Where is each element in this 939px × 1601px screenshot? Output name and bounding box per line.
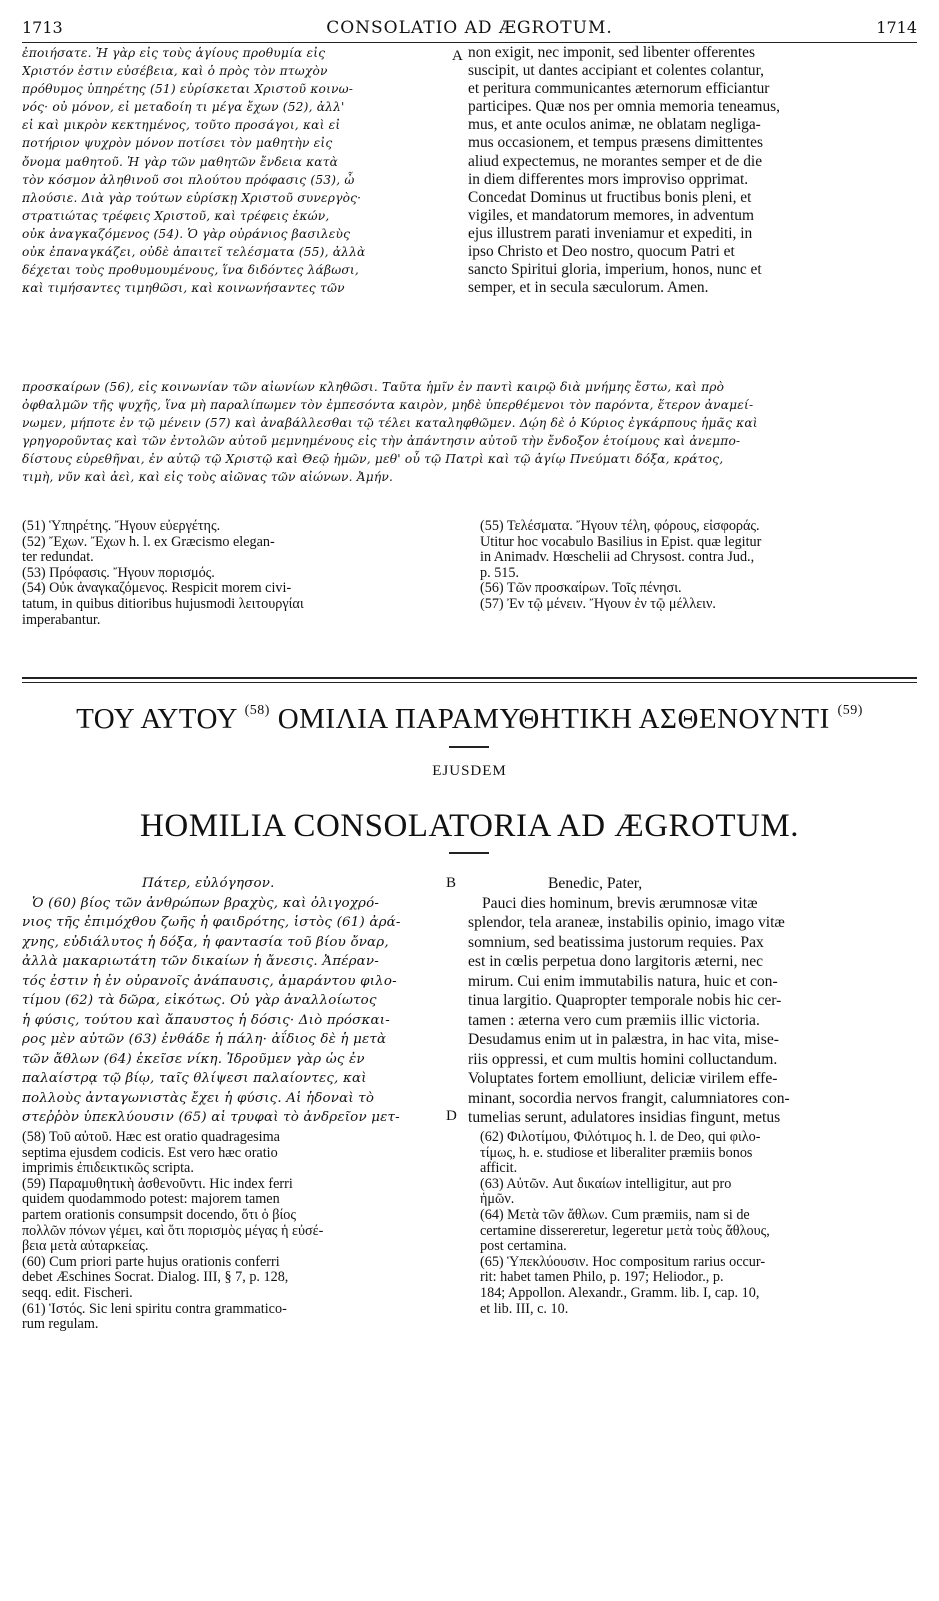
text-line: et lib. III, c. 10. <box>480 1301 569 1317</box>
text-line: vigiles, et mandatorum memores, in adventum <box>468 206 754 224</box>
text-line: 184; Appollon. Alexandr., Gramm. lib. I, cap. 10, <box>480 1285 760 1301</box>
text-line: ejus illustrem parati inveniamur et expediti, in <box>468 224 753 242</box>
text-line: ἡμῶν. <box>480 1192 515 1208</box>
text-line: mus, et ante oculos animæ, ne oblatam negliga- <box>468 116 761 134</box>
text-line: (54) Οὐκ ἀναγκαζόμενος. Respicit morem civi- <box>22 581 292 597</box>
top-footnotes-right <box>480 519 920 613</box>
text-line: τῶν ἄθλων (64) ἐκεῖσε νίκη. Ἱδροῦμεν γὰρ ὡς ἐν <box>22 1051 365 1067</box>
top-greek-column <box>22 44 462 297</box>
text-line: post certamina. <box>480 1239 567 1255</box>
text-line: Pauci dies hominum, brevis ærumnosæ vitæ <box>482 894 758 912</box>
text-line: ἀλλὰ μακαριωτάτη τῶν δικαίων ἡ ἄνεσις. Ἀπέραν- <box>22 954 379 969</box>
homily-greek-title: ΤΟΥ ΑΥΤΟΥ $^{(58)}$ ΟΜΙΛΙΑ ΠΑΡΑΜΥΘΗΤΙΚΗ ΑΣΘΕΝΟΥΝΤΙ $^{(59)}$ <box>76 703 863 735</box>
text-line: sancto Spiritui gloria, imperium, honos, nunc et <box>468 261 762 279</box>
text-line: mirum. Cui enim immutabilis natura, huic et con- <box>468 972 778 990</box>
text-line: πλούσιε. Διὰ γὰρ τούτων εὑρίσκῃ Χριστοῦ συνεργὸς· <box>22 190 362 205</box>
title-short-rule-1 <box>449 746 489 748</box>
text-line: προσκαίρων (56), εἰς κοινωνίαν τῶν αἰωνίων κληθῶσι. Ταῦτα ἡμῖν ἐν παντὶ καιρῷ διὰ μνήμης ἔστω, καὶ πρὸ <box>22 380 725 394</box>
header-rule <box>22 42 917 43</box>
text-line: minant, socordia nervos frangit, calumniatores con- <box>468 1089 790 1107</box>
top-greek-fullwidth <box>22 378 922 487</box>
text-line: Voluptates fortem emolliunt, deliciæ virilem effe- <box>468 1070 778 1087</box>
text-line: riis oppressi, et cum multis homini colluctandum. <box>468 1050 778 1068</box>
text-line: imperabantur. <box>22 612 101 628</box>
text-line: νιος τῆς ἐπιμόχθου ζωῆς ἡ φαιδρότης, ἱστὸς (61) ἀρά- <box>22 915 401 930</box>
text-line: (65) Ὑπεκλύουσιν. Hoc compositum rarius occur- <box>480 1254 766 1270</box>
text-line: νωμεν, μήποτε ἐν τῷ μένειν (57) καὶ ἀναβάλλεσθαι τῷ τέλει καταληφθῶμεν. Δῴη δὲ ὁ Κύριος ἐγκάρπους ἡμᾶς καὶ <box>22 416 758 431</box>
text-line: στρατιώτας τρέφεις Χριστοῦ, καὶ τρέφεις ἑκών, <box>22 208 330 223</box>
text-line: (63) Αὐτῶν. Aut δικαίων intelligitur, aut pro <box>480 1176 732 1192</box>
text-line: aliud expectemus, ne morantes semper et de die <box>468 152 763 170</box>
text-line: οὐκ ἐπαναγκάζει, οὐδὲ ἀπαιτεῖ τελέσματα (55), ἀλλὰ <box>22 245 366 260</box>
text-line: εἰ καὶ μικρὸν κεκτημένος, τοῦτο προσάγοι, καὶ εἰ <box>22 118 341 133</box>
text-line: ὀφθαλμῶν τῆς ψυχῆς, ἵνα μὴ παραλίπωμεν τὸν ἐμπεσόντα καιρὸν, μηδὲ ὑπερθέμενοι τὸν παρόντα, ἕτερον ἀναμεί- <box>22 398 754 413</box>
text-line: (55) Τελέσματα. Ἤγουν τέλη, φόρους, εἰσφοράς. <box>480 519 760 534</box>
text-line: debet Æschines Socrat. Dialog. III, § 7, p. 128, <box>22 1270 289 1286</box>
text-line: (64) Μετὰ τῶν ἄθλων. Cum præmiis, nam si de <box>480 1207 750 1223</box>
text-line: βεια μετὰ αὐταρκείας. <box>22 1239 149 1255</box>
text-line: Ὁ (60) βίος τῶν ἀνθρώπων βραχὺς, καὶ ὀλιγοχρό- <box>32 895 380 911</box>
body-footnotes-right <box>480 1130 920 1317</box>
text-line: certamine dissereretur, legeretur μετὰ τοὺς ἄθλους, <box>480 1223 770 1239</box>
text-line: ipso Christo et Deo nostro, quocum Patri et <box>468 243 735 261</box>
top-footnotes-left <box>22 519 467 628</box>
text-line: somnium, sed beatissima justorum requies. Pax <box>468 933 764 951</box>
text-line: (56) Τῶν προσκαίρων. Τοῖς πένησι. <box>480 581 682 597</box>
text-line: mus occasionem, et tempus præsens dimittentes <box>468 134 763 152</box>
body-latin-column <box>468 874 918 1128</box>
text-line: (57) Ἐν τῷ μένειν. Ἤγουν ἐν τῷ μέλλειν. <box>480 596 716 612</box>
text-line: τός ἐστιν ἡ ἐν οὐρανοῖς ἀνάπαυσις, ἀμαράντου φιλο- <box>22 973 397 989</box>
text-line: ἐποιήσατε. Ἡ γὰρ εἰς τοὺς ἁγίους προθυμία εἰς <box>22 46 326 60</box>
title-short-rule-2 <box>449 852 489 854</box>
text-line: (61) Ἱστός. Sic leni spiritu contra grammatico- <box>22 1301 287 1317</box>
text-line: δίστους εὑρεθῆναι, ἐν αὐτῷ τῷ Χριστῷ καὶ Θεῷ ἡμῶν, μεθ' οὗ τῷ Πατρὶ καὶ τῷ ἁγίῳ Πνεύματι δόξα, κράτος, <box>22 452 724 467</box>
text-line: tinua largitio. Quapropter temporale nobis hic cer- <box>468 992 782 1009</box>
running-header <box>22 18 917 40</box>
text-line: τίμου (62) τὰ δῶρα, εἰκότως. Οὐ γὰρ ἀναλλοίωτος <box>22 993 377 1008</box>
body-greek-column <box>22 874 452 1128</box>
running-title: CONSOLATIO AD ÆGROTUM. <box>326 18 613 38</box>
text-line: partem orationis consumpsit docendo, ὅτι ὁ βίος <box>22 1207 297 1223</box>
text-line: τιμὴ, νῦν καὶ ἀεὶ, καὶ εἰς τοὺς αἰῶνας τῶν αἰώνων. Ἀμήν. <box>22 470 394 485</box>
text-line: rit: habet tamen Philo, p. 197; Heliodor., p. <box>480 1270 724 1286</box>
text-line: παλαίστρᾳ τῷ βίῳ, ταῖς θλίψεσι παλαίοντες, καὶ <box>22 1071 367 1086</box>
text-line: ποτήριον ψυχρὸν μόνον ποτίσει τὸν μαθητὴν εἰς <box>22 136 333 151</box>
text-line: non exigit, nec imponit, sed libenter offerentes <box>468 44 755 61</box>
text-line: seqq. edit. Fischeri. <box>22 1285 133 1301</box>
text-line: p. 515. <box>480 565 520 581</box>
text-line: ἡ φύσις, τούτου καὶ ἄπαυστος ἡ δόσις· Διὸ πρόσκαι- <box>22 1012 390 1028</box>
text-line: χνης, εὐδιάλυτος ἡ δόξα, ἡ φαντασία τοῦ βίου ὄναρ, <box>22 934 389 950</box>
text-line: (62) Φιλοτίμου, Φιλότιμος h. l. de Deo, qui φιλο- <box>480 1130 761 1145</box>
text-line: Benedic, Pater, <box>548 875 643 892</box>
text-line: afficit. <box>480 1161 518 1177</box>
text-line: imprimis ἐπιδεικτικῶς scripta. <box>22 1161 194 1177</box>
text-line: (59) Παραμυθητικὴ ἀσθενοῦντι. Hic index ferri <box>22 1176 293 1192</box>
text-line: τὸν κόσμον ἀληθινοῦ σοι πλούτου πρόφασις (53), ὦ <box>22 172 355 187</box>
ejusdem-label: EJUSDEM <box>432 763 507 779</box>
margin-letter-d: D <box>446 1108 457 1124</box>
text-line: in Animadv. Hœschelii ad Chrysost. contra Jud., <box>480 550 755 566</box>
margin-letter-a: A <box>452 48 463 64</box>
text-line: suscipit, ut dantes accipiant et colentes colantur, <box>468 62 764 80</box>
section-rule-thick <box>22 677 917 679</box>
text-line: (52) Ἔχων. Ἔχων h. l. ex Græcismo elegan- <box>22 534 275 550</box>
text-line: γρηγοροῦντας καὶ τῶν ἐντολῶν αὐτοῦ μεμνημένους εἰς τὴν ἀπάντησιν αὐτοῦ τὴν ἔνδοξον ἑτοίμους καὶ ἀνεμπο- <box>22 434 741 449</box>
text-line: quidem quodammodo potest: majorem tamen <box>22 1192 280 1208</box>
section-rule-thin <box>22 682 917 683</box>
text-line: Desudamus enim ut in palæstra, in hac vita, mise- <box>468 1031 779 1048</box>
text-line: (58) Τοῦ αὐτοῦ. Hæc est oratio quadragesima <box>22 1130 280 1145</box>
text-line: Concedat Dominus ut fructibus bonis pleni, et <box>468 188 752 206</box>
text-line: (60) Cum priori parte hujus orationis conferri <box>22 1254 280 1270</box>
top-latin-column <box>468 44 918 297</box>
text-line: δέχεται τοὺς προθυμουμένους, ἵνα διδόντες λάβωσι, <box>22 263 359 278</box>
text-line: rum regulam. <box>22 1317 99 1333</box>
text-line: ὄνομα μαθητοῦ. Ἡ γὰρ τῶν μαθητῶν ἔνδεια κατὰ <box>22 154 339 169</box>
text-line: tumelias serunt, adulatores insidias fingunt, metus <box>468 1109 781 1126</box>
page-number-left: 1713 <box>22 18 63 37</box>
text-line: ter redundat. <box>22 550 94 566</box>
page-number-right: 1714 <box>876 18 917 37</box>
text-line: septima ejusdem codicis. Est vero hæc oratio <box>22 1145 278 1161</box>
text-line: τίμως, h. e. studiose et liberaliter præmiis bonos <box>480 1145 753 1161</box>
text-line: ρος μὲν αὐτῶν (63) ἐνθάδε ἡ πάλη· ἀΐδιος δὲ ἡ μετὰ <box>22 1032 387 1047</box>
text-line: Πάτερ, εὐλόγησον. <box>142 876 275 891</box>
text-line: Χριστόν ἐστιν εὐσέβεια, καὶ ὁ πρὸς τὸν πτωχὸν <box>22 64 328 79</box>
text-line: Utitur hoc vocabulo Basilius in Epist. quæ legitur <box>480 534 762 550</box>
text-line: καὶ τιμήσαντες τιμηθῶσι, καὶ κοινωνήσαντες τῶν <box>22 281 345 296</box>
homily-latin-title: HOMILIA CONSOLATORIA AD ÆGROTUM. <box>140 808 799 844</box>
text-line: (53) Πρόφασις. Ἤγουν πορισμός. <box>22 565 215 581</box>
text-line: splendor, tela araneæ, instabilis opinio, imago vitæ <box>468 914 785 931</box>
text-line: in diem differentes mors improviso opprimat. <box>468 170 749 188</box>
text-line: tatum, in quibus ditioribus hujusmodi λειτουργίαι <box>22 596 304 612</box>
body-footnotes-left <box>22 1130 467 1333</box>
text-line: participes. Quæ nos per omnia memoria teneamus, <box>468 98 781 116</box>
text-line: et peritura communicantes æternorum efficiantur <box>468 80 770 98</box>
text-line: πρόθυμος ὑπηρέτης (51) εὑρίσκεται Χριστοῦ κοινω- <box>22 82 354 97</box>
text-line: πολλῶν πόνων γέμει, καὶ ὅτι πορισμὸς μέγας ἡ εὐσέ- <box>22 1223 324 1239</box>
text-line: (51) Ὑπηρέτης. Ἤγουν εὐεργέτης. <box>22 519 221 534</box>
text-line: πολλοὺς ἀνταγωνιστὰς ἔχει ἡ φύσις. Αἱ ἡδοναὶ τὸ <box>22 1090 375 1106</box>
text-line: στεῤῥὸν ὑπεκλύουσιν (65) αἱ τρυφαὶ τὸ ἀνδρεῖον μετ- <box>22 1110 400 1125</box>
text-line: est in cœlis perpetua dono largitoris æterni, nec <box>468 953 764 970</box>
text-line: semper, et in secula sæculorum. Amen. <box>468 279 709 297</box>
margin-letter-b: B <box>446 875 457 891</box>
text-line: tamen : æterna vero cum præmiis illic victoria. <box>468 1011 760 1029</box>
text-line: οὐκ ἀναγκαζόμενος (54). Ὁ γὰρ οὐράνιος βασιλεὺς <box>22 226 351 241</box>
text-line: νός· οὐ μόνον, εἰ μεταδοίη τι μέγα ἔχων (52), ἀλλ' <box>22 100 345 115</box>
